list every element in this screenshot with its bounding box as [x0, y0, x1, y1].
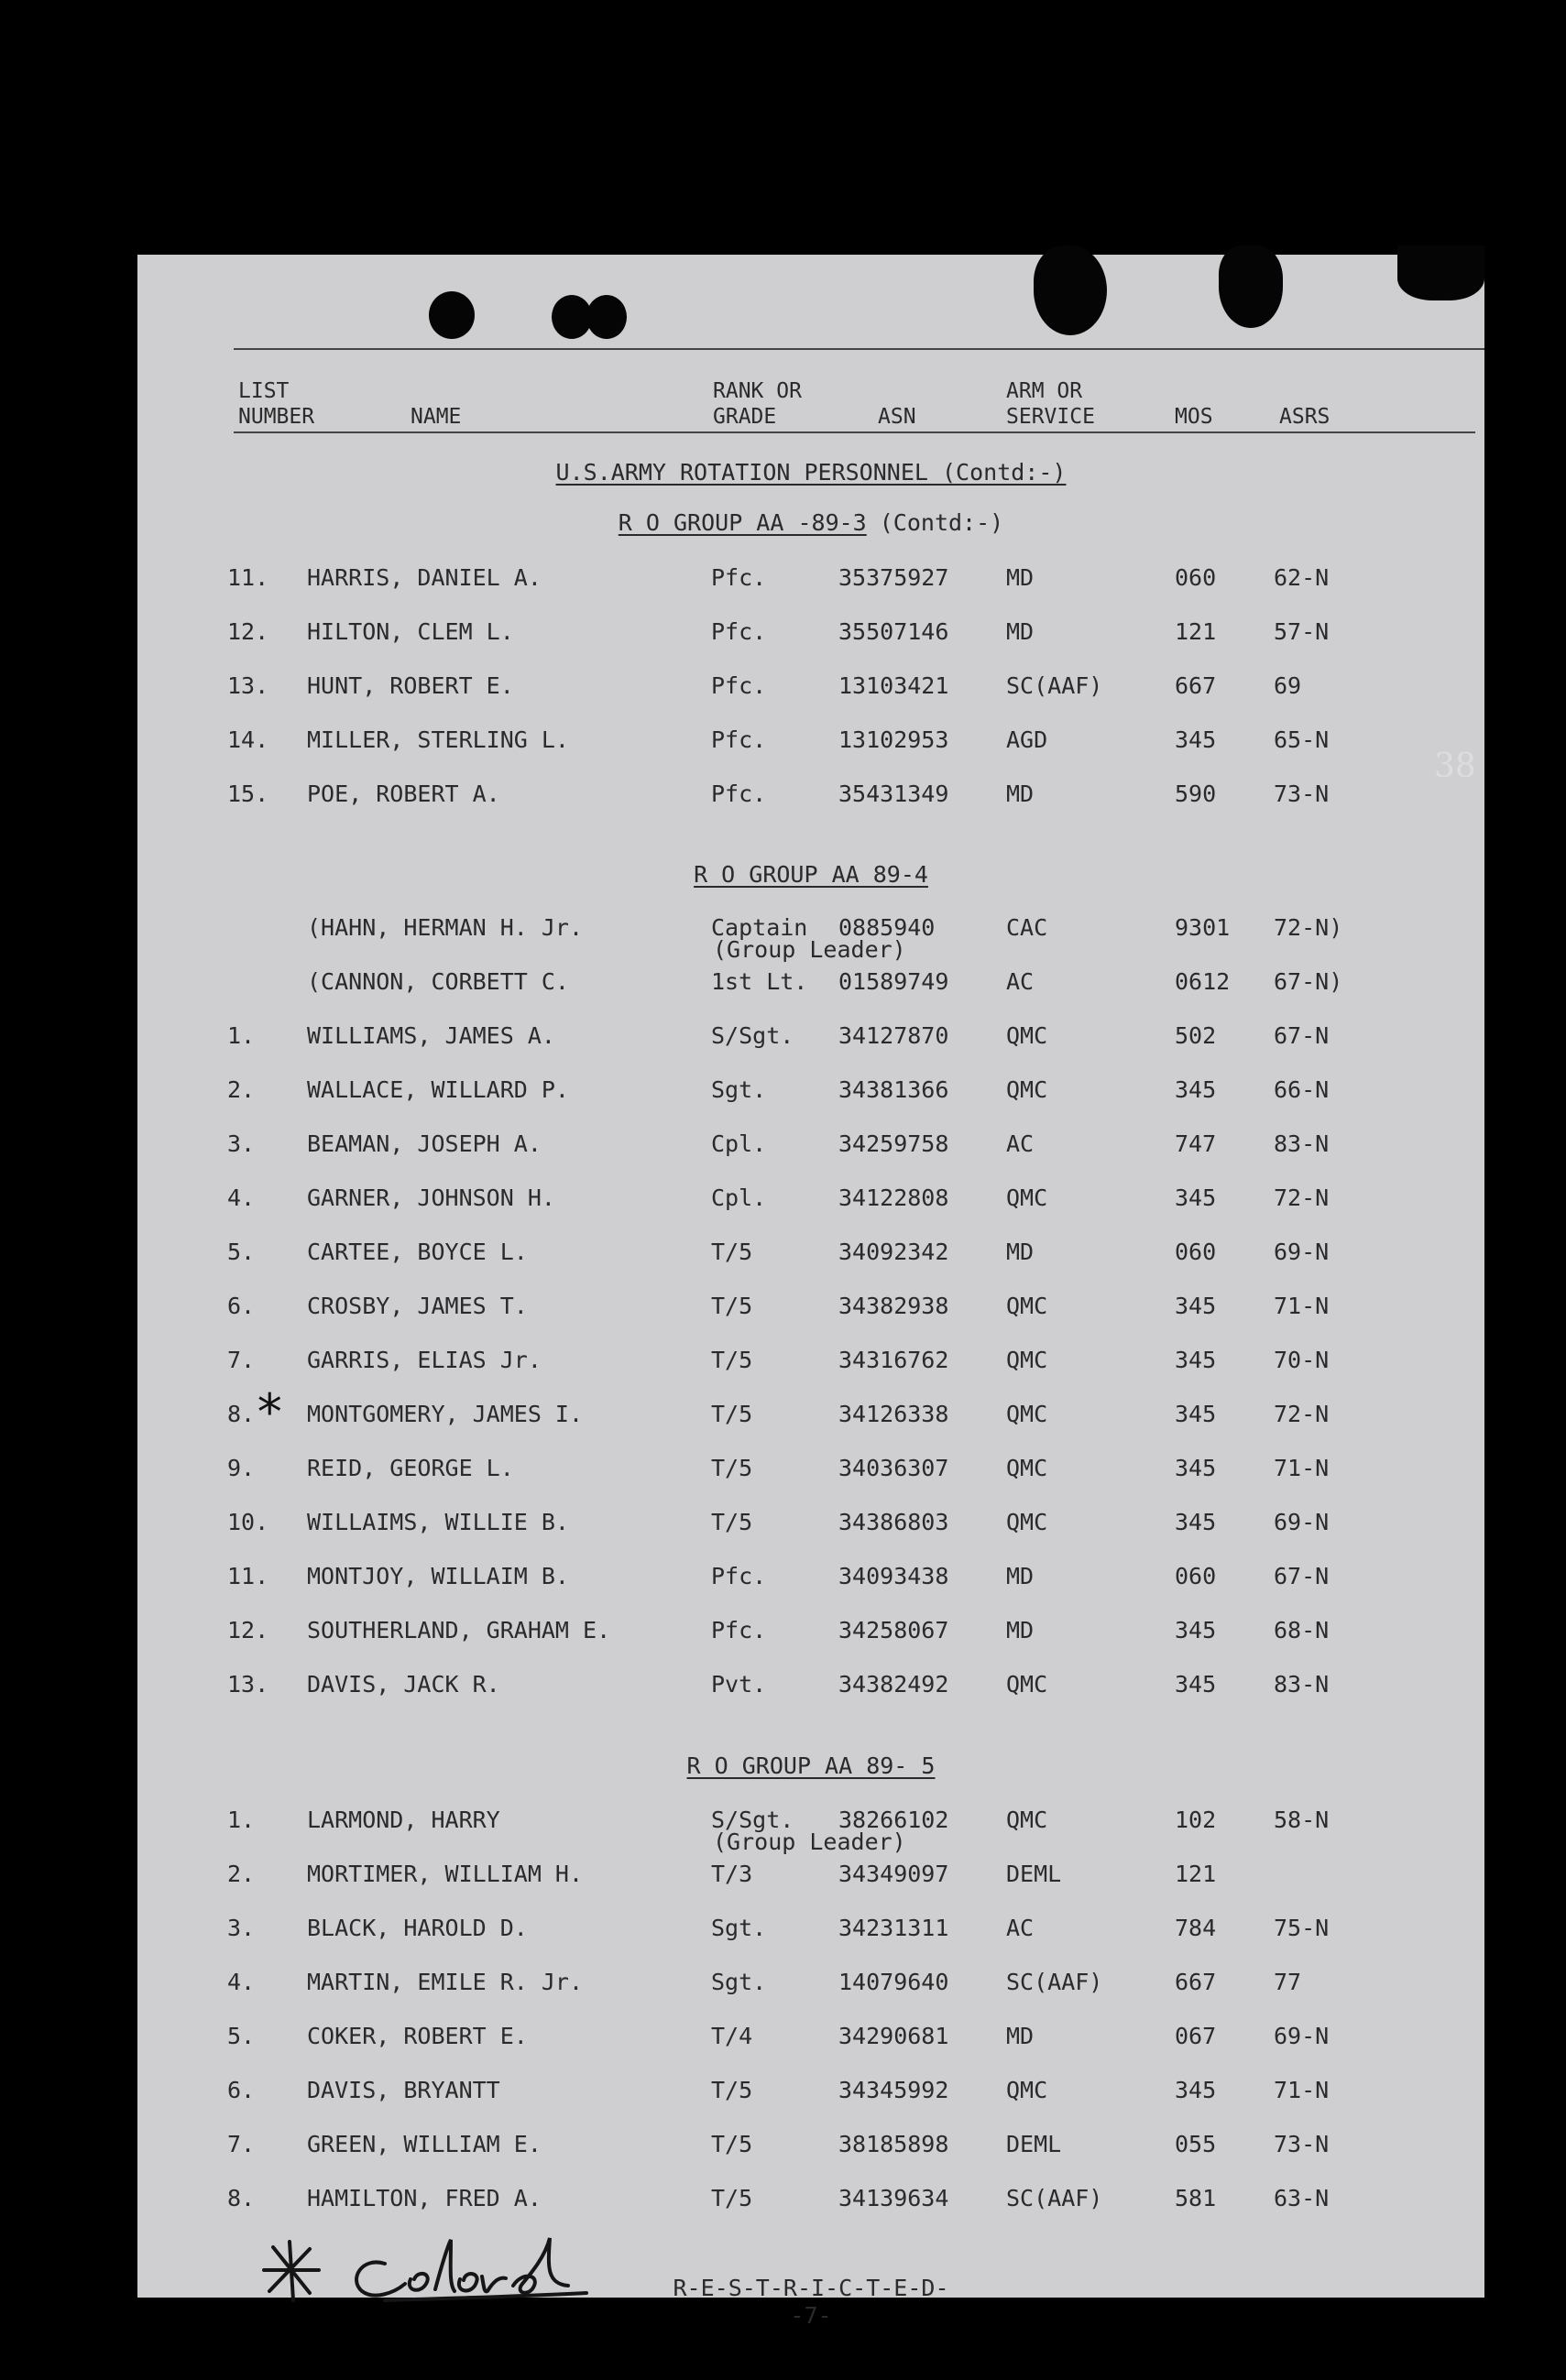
list-number: 10. [227, 1509, 269, 1535]
rank-grade: T/5 [711, 2185, 753, 2211]
mos: 502 [1175, 1022, 1217, 1049]
asrs: 67-N [1274, 1563, 1330, 1589]
rank-grade: T/5 [711, 2077, 753, 2103]
asn: 0885940 [838, 914, 936, 941]
mos: 345 [1175, 1347, 1217, 1373]
header-mos: MOS [1175, 405, 1213, 429]
arm-service: SC(AAF) [1006, 1969, 1103, 1995]
arm-service: DEML [1006, 1861, 1062, 1887]
asrs: 68-N [1274, 1617, 1330, 1643]
asrs: 83-N [1274, 1671, 1330, 1698]
asn: 13102953 [838, 726, 949, 753]
member-name: HILTON, CLEM L. [307, 618, 514, 645]
top-rule [234, 348, 1484, 350]
rank-grade: T/5 [711, 2131, 753, 2157]
group-leader-note: (Group Leader) [713, 936, 906, 963]
arm-service: CAC [1006, 914, 1048, 941]
asrs: 69-N [1274, 1509, 1330, 1535]
list-number: 11. [227, 1563, 269, 1589]
mos: 747 [1175, 1130, 1217, 1157]
arm-service: AC [1006, 1130, 1035, 1157]
asrs: 72-N) [1274, 914, 1343, 941]
asrs: 72-N [1274, 1185, 1330, 1211]
punch-hole [1397, 246, 1484, 300]
mos: 345 [1175, 1293, 1217, 1319]
rank-grade: Pfc. [711, 564, 767, 591]
punch-hole [429, 291, 475, 339]
asn: 38185898 [838, 2131, 949, 2157]
rank-grade: T/5 [711, 1401, 753, 1427]
arm-service: QMC [1006, 1807, 1048, 1833]
arm-service: QMC [1006, 2077, 1048, 2103]
list-number: 3. [227, 1130, 256, 1157]
mos: 102 [1175, 1807, 1217, 1833]
member-name: HAMILTON, FRED A. [307, 2185, 542, 2211]
asn: 34127870 [838, 1022, 949, 1049]
list-number: 1. [227, 1022, 256, 1049]
asn: 34345992 [838, 2077, 949, 2103]
rank-grade: S/Sgt. [711, 1807, 794, 1833]
arm-service: QMC [1006, 1347, 1048, 1373]
rank-grade: Pfc. [711, 1563, 767, 1589]
rank-grade: Pfc. [711, 672, 767, 699]
asrs: 57-N [1274, 618, 1330, 645]
asrs: 71-N [1274, 1455, 1330, 1481]
member-name: WALLACE, WILLARD P. [307, 1076, 569, 1103]
list-number: 7. [227, 2131, 256, 2157]
member-name: WILLAIMS, WILLIE B. [307, 1509, 569, 1535]
document-title: U.S.ARMY ROTATION PERSONNEL (Contd:-) [555, 459, 1067, 486]
list-number: 5. [227, 1239, 256, 1265]
mos: 345 [1175, 2077, 1217, 2103]
group-heading [137, 1752, 1484, 1780]
member-name: BLACK, HAROLD D. [307, 1915, 528, 1941]
asn: 35431349 [838, 781, 949, 807]
list-number: 1. [227, 1807, 256, 1833]
asrs: 67-N [1274, 1022, 1330, 1049]
asn: 34290681 [838, 2023, 949, 2049]
mos: 121 [1175, 618, 1217, 645]
asn: 34386803 [838, 1509, 949, 1535]
member-name: POE, ROBERT A. [307, 781, 500, 807]
arm-service: MD [1006, 618, 1035, 645]
rank-grade: 1st Lt. [711, 968, 808, 995]
asrs: 83-N [1274, 1130, 1330, 1157]
mos: 345 [1175, 1401, 1217, 1427]
header-name: NAME [411, 405, 462, 429]
list-number: 12. [227, 1617, 269, 1643]
header-rule [234, 431, 1475, 433]
member-name: DAVIS, JACK R. [307, 1671, 500, 1698]
asn: 13103421 [838, 672, 949, 699]
mos: 667 [1175, 672, 1217, 699]
asn: 34316762 [838, 1347, 949, 1373]
asrs: 70-N [1274, 1347, 1330, 1373]
asn: 34259758 [838, 1130, 949, 1157]
mos: 345 [1175, 1076, 1217, 1103]
header-asrs: ASRS [1279, 405, 1331, 429]
punch-hole [1034, 246, 1107, 335]
asrs: 73-N [1274, 781, 1330, 807]
asrs: 62-N [1274, 564, 1330, 591]
rank-grade: Sgt. [711, 1915, 767, 1941]
group-label-suffix: (Contd:-) [879, 509, 1004, 536]
list-number: 11. [227, 564, 269, 591]
asrs: 72-N [1274, 1401, 1330, 1427]
header-arm: ARM OR [1006, 379, 1083, 403]
asn: 34382492 [838, 1671, 949, 1698]
arm-service: QMC [1006, 1455, 1048, 1481]
member-name: MONTGOMERY, JAMES I. [307, 1401, 584, 1427]
header-asn: ASN [878, 405, 916, 429]
asn: 34258067 [838, 1617, 949, 1643]
rank-grade: Cpl. [711, 1130, 767, 1157]
arm-service: MD [1006, 781, 1035, 807]
list-number: 9. [227, 1455, 256, 1481]
mos: 667 [1175, 1969, 1217, 1995]
rank-grade: Sgt. [711, 1076, 767, 1103]
mos: 345 [1175, 1509, 1217, 1535]
mos: 060 [1175, 1239, 1217, 1265]
member-name: CROSBY, JAMES T. [307, 1293, 528, 1319]
list-number: 8. [227, 2185, 256, 2211]
footer-page-number: -7- [790, 2302, 832, 2329]
member-name: CARTEE, BOYCE L. [307, 1239, 528, 1265]
group-label: R O GROUP AA -89-3 [618, 509, 867, 536]
mos: 345 [1175, 1671, 1217, 1698]
asrs: 75-N [1274, 1915, 1330, 1941]
handwritten-asterisk-mark: * [255, 1383, 285, 1441]
rank-grade: T/5 [711, 1239, 753, 1265]
arm-service: QMC [1006, 1509, 1048, 1535]
member-name: GARRIS, ELIAS Jr. [307, 1347, 542, 1373]
header-rank: RANK OR [713, 379, 802, 403]
asn: 34231311 [838, 1915, 949, 1941]
list-number: 6. [227, 1293, 256, 1319]
mos: 9301 [1175, 914, 1231, 941]
mos: 121 [1175, 1861, 1217, 1887]
arm-service: QMC [1006, 1022, 1048, 1049]
arm-service: QMC [1006, 1185, 1048, 1211]
handwritten-note-text [137, 255, 138, 256]
rank-grade: T/5 [711, 1293, 753, 1319]
rank-grade: T/5 [711, 1347, 753, 1373]
member-name: SOUTHERLAND, GRAHAM E. [307, 1617, 611, 1643]
asn: 34381366 [838, 1076, 949, 1103]
asrs: 65-N [1274, 726, 1330, 753]
list-number: 4. [227, 1185, 256, 1211]
header-list-number: LIST [238, 379, 290, 403]
mos: 060 [1175, 1563, 1217, 1589]
header-arm: SERVICE [1006, 405, 1095, 429]
arm-service: AC [1006, 968, 1035, 995]
list-number: 8. [227, 1401, 256, 1427]
group-heading [137, 509, 1484, 537]
rank-grade: T/4 [711, 2023, 753, 2049]
list-number: 15. [227, 781, 269, 807]
list-number: 14. [227, 726, 269, 753]
arm-service: MD [1006, 1617, 1035, 1643]
member-name: DAVIS, BRYANTT [307, 2077, 500, 2103]
rank-grade: Sgt. [711, 1969, 767, 1995]
group-heading [137, 861, 1484, 889]
asrs: 66-N [1274, 1076, 1330, 1103]
asn: 34036307 [838, 1455, 949, 1481]
arm-service: MD [1006, 1239, 1035, 1265]
list-number: 7. [227, 1347, 256, 1373]
mos: 055 [1175, 2131, 1217, 2157]
list-number: 4. [227, 1969, 256, 1995]
asn: 34122808 [838, 1185, 949, 1211]
asrs: 69 [1274, 672, 1302, 699]
member-name: MILLER, STERLING L. [307, 726, 569, 753]
member-name: (HAHN, HERMAN H. Jr. [307, 914, 584, 941]
arm-service: AGD [1006, 726, 1048, 753]
mos: 345 [1175, 726, 1217, 753]
asn: 34092342 [838, 1239, 949, 1265]
rank-grade: T/5 [711, 1455, 753, 1481]
arm-service: AC [1006, 1915, 1035, 1941]
arm-service: MD [1006, 2023, 1035, 2049]
asrs: 69-N [1274, 1239, 1330, 1265]
list-number: 2. [227, 1861, 256, 1887]
mos: 345 [1175, 1455, 1217, 1481]
asn: 38266102 [838, 1807, 949, 1833]
member-name: (CANNON, CORBETT C. [307, 968, 569, 995]
arm-service: QMC [1006, 1401, 1048, 1427]
asn: 34126338 [838, 1401, 949, 1427]
arm-service: SC(AAF) [1006, 672, 1103, 699]
member-name: MARTIN, EMILE R. Jr. [307, 1969, 584, 1995]
footer-classification: R-E-S-T-R-I-C-T-E-D- [673, 2275, 949, 2301]
mos: 067 [1175, 2023, 1217, 2049]
asn: 01589749 [838, 968, 949, 995]
rank-grade: T/5 [711, 1509, 753, 1535]
mos: 0612 [1175, 968, 1231, 995]
asrs: 63-N [1274, 2185, 1330, 2211]
mos: 060 [1175, 564, 1217, 591]
asrs: 73-N [1274, 2131, 1330, 2157]
rank-grade: Cpl. [711, 1185, 767, 1211]
asrs: 67-N) [1274, 968, 1343, 995]
margin-page-number: 38 [1434, 748, 1476, 785]
asn: 35507146 [838, 618, 949, 645]
asrs: 71-N [1274, 1293, 1330, 1319]
member-name: HUNT, ROBERT E. [307, 672, 514, 699]
mos: 590 [1175, 781, 1217, 807]
rank-grade: Captain [711, 914, 808, 941]
member-name: REID, GEORGE L. [307, 1455, 514, 1481]
group-label: R O GROUP AA 89- 5 [686, 1752, 936, 1779]
list-number: 12. [227, 618, 269, 645]
asn: 35375927 [838, 564, 949, 591]
member-name: GREEN, WILLIAM E. [307, 2131, 542, 2157]
arm-service: QMC [1006, 1671, 1048, 1698]
rank-grade: Pfc. [711, 618, 767, 645]
rank-grade: Pvt. [711, 1671, 767, 1698]
list-number: 2. [227, 1076, 256, 1103]
member-name: WILLIAMS, JAMES A. [307, 1022, 555, 1049]
list-number: 13. [227, 1671, 269, 1698]
member-name: MORTIMER, WILLIAM H. [307, 1861, 584, 1887]
rank-grade: Pfc. [711, 781, 767, 807]
document-page [137, 255, 1484, 2329]
punch-hole [1219, 246, 1283, 328]
group-label: R O GROUP AA 89-4 [694, 861, 928, 888]
arm-service: QMC [1006, 1076, 1048, 1103]
mos: 581 [1175, 2185, 1217, 2211]
rank-grade: S/Sgt. [711, 1022, 794, 1049]
member-name: COKER, ROBERT E. [307, 2023, 528, 2049]
member-name: MONTJOY, WILLAIM B. [307, 1563, 569, 1589]
group-leader-note: (Group Leader) [713, 1829, 906, 1855]
mos: 784 [1175, 1915, 1217, 1941]
member-name: BEAMAN, JOSEPH A. [307, 1130, 542, 1157]
member-name: HARRIS, DANIEL A. [307, 564, 542, 591]
arm-service: QMC [1006, 1293, 1048, 1319]
list-number: 3. [227, 1915, 256, 1941]
asrs: 71-N [1274, 2077, 1330, 2103]
arm-service: SC(AAF) [1006, 2185, 1103, 2211]
rank-grade: T/3 [711, 1861, 753, 1887]
list-number: 5. [227, 2023, 256, 2049]
rank-grade: Pfc. [711, 726, 767, 753]
mos: 345 [1175, 1617, 1217, 1643]
asn: 34349097 [838, 1861, 949, 1887]
asn: 34382938 [838, 1293, 949, 1319]
asn: 34093438 [838, 1563, 949, 1589]
punch-hole [586, 295, 627, 339]
list-number: 13. [227, 672, 269, 699]
asrs: 77 [1274, 1969, 1302, 1995]
arm-service: MD [1006, 564, 1035, 591]
asn: 14079640 [838, 1969, 949, 1995]
asrs: 58-N [1274, 1807, 1330, 1833]
member-name: LARMOND, HARRY [307, 1807, 500, 1833]
arm-service: MD [1006, 1563, 1035, 1589]
asn: 34139634 [838, 2185, 949, 2211]
arm-service: DEML [1006, 2131, 1062, 2157]
header-rank: GRADE [713, 405, 777, 429]
header-list-number: NUMBER [238, 405, 315, 429]
member-name: GARNER, JOHNSON H. [307, 1185, 555, 1211]
asrs: 69-N [1274, 2023, 1330, 2049]
mos: 345 [1175, 1185, 1217, 1211]
list-number: 6. [227, 2077, 256, 2103]
rank-grade: Pfc. [711, 1617, 767, 1643]
